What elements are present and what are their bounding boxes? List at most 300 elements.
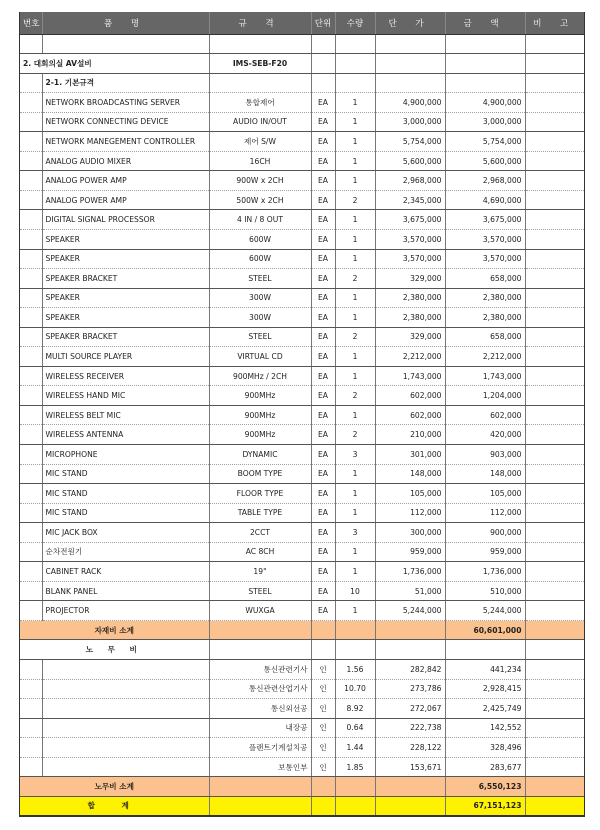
item-name: MICROPHONE [42,444,209,464]
cell [375,640,445,660]
item-amount: 2,380,000 [445,288,525,308]
labor-row [20,679,584,699]
labor-amount: 2,928,415 [445,679,525,699]
labor-name [42,718,209,738]
labor-no [20,660,42,680]
labor-no [20,699,42,719]
item-unit: EA [311,171,335,191]
item-amount: 602,000 [445,405,525,425]
item-name: SPEAKER BRACKET [42,327,209,347]
item-note [525,132,584,152]
item-amount: 2,380,000 [445,308,525,328]
item-spec: 900MHz [209,425,311,445]
cell [525,796,584,816]
item-note [525,425,584,445]
item-amount: 2,968,000 [445,171,525,191]
labor-qty: 1.44 [335,738,375,758]
item-note [525,562,584,582]
item-price: 301,000 [375,444,445,464]
item-amount: 658,000 [445,269,525,289]
cell [375,796,445,816]
item-name: NETWORK CONNECTING DEVICE [42,112,209,132]
labor-price: 272,067 [375,699,445,719]
item-row [20,562,584,582]
item-note [525,327,584,347]
item-row [20,444,584,464]
item-qty: 1 [335,405,375,425]
item-price: 3,000,000 [375,112,445,132]
item-no [20,93,42,113]
labor-name [42,699,209,719]
item-row [20,288,584,308]
item-price: 2,212,000 [375,347,445,367]
item-row [20,93,584,113]
labor-price: 273,786 [375,679,445,699]
item-row [20,366,584,386]
col-spec: 규 격 [209,12,311,34]
item-no [20,503,42,523]
item-price: 112,000 [375,503,445,523]
labor-unit: 인 [311,660,335,680]
item-row [20,484,584,504]
item-unit: EA [311,503,335,523]
item-price: 3,570,000 [375,249,445,269]
item-spec: 19" [209,562,311,582]
item-row [20,405,584,425]
item-amount: 1,204,000 [445,386,525,406]
labor-amount: 283,677 [445,757,525,777]
total-row [20,796,584,816]
item-qty: 1 [335,542,375,562]
item-unit: EA [311,132,335,152]
item-name: SPEAKER BRACKET [42,269,209,289]
item-name: ANALOG AUDIO MIXER [42,151,209,171]
item-unit: EA [311,190,335,210]
item-row [20,327,584,347]
cell [525,620,584,640]
labor-spec: 플랜트기계설치공 [209,738,311,758]
cell [209,640,311,660]
item-qty: 1 [335,601,375,621]
labor-row [20,757,584,777]
item-amount: 112,000 [445,503,525,523]
item-amount: 3,000,000 [445,112,525,132]
item-note [525,93,584,113]
item-no [20,464,42,484]
item-amount: 5,600,000 [445,151,525,171]
item-qty: 2 [335,190,375,210]
item-price: 210,000 [375,425,445,445]
item-no [20,151,42,171]
item-spec: 16CH [209,151,311,171]
item-note [525,308,584,328]
item-row [20,132,584,152]
item-note [525,503,584,523]
item-amount: 148,000 [445,464,525,484]
item-qty: 3 [335,523,375,543]
item-spec: 900W x 2CH [209,171,311,191]
labor-note [525,699,584,719]
labor-spec: 통신관련기사 [209,660,311,680]
item-amount: 903,000 [445,444,525,464]
estimate-sheet [19,12,585,817]
item-note [525,210,584,230]
item-name: NETWORK BROADCASTING SERVER [42,93,209,113]
cell [311,777,335,797]
item-qty: 1 [335,249,375,269]
item-no [20,386,42,406]
labor-spec: 내장공 [209,718,311,738]
item-amount: 658,000 [445,327,525,347]
item-spec: 300W [209,288,311,308]
item-row [20,210,584,230]
item-spec: AUDIO IN/OUT [209,112,311,132]
item-price: 2,968,000 [375,171,445,191]
item-name: ANALOG POWER AMP [42,171,209,191]
blank-row [20,34,584,54]
item-note [525,151,584,171]
item-no [20,210,42,230]
item-spec: 제어 S/W [209,132,311,152]
item-price: 602,000 [375,386,445,406]
item-spec: 600W [209,229,311,249]
item-spec: VIRTUAL CD [209,347,311,367]
item-unit: EA [311,464,335,484]
item-unit: EA [311,601,335,621]
labor-note [525,757,584,777]
item-unit: EA [311,425,335,445]
item-name: WIRELESS BELT MIC [42,405,209,425]
total-label: 합 계 [20,796,209,816]
item-unit: EA [311,347,335,367]
item-note [525,405,584,425]
total-amount: 67,151,123 [445,796,525,816]
material-subtotal-row [20,620,584,640]
labor-amount: 328,496 [445,738,525,758]
labor-no [20,757,42,777]
item-note [525,190,584,210]
item-row [20,112,584,132]
item-spec: 900MHz [209,386,311,406]
header-row [20,12,584,34]
item-unit: EA [311,327,335,347]
item-note [525,366,584,386]
item-unit: EA [311,444,335,464]
item-spec: 4 IN / 8 OUT [209,210,311,230]
item-price: 4,900,000 [375,93,445,113]
item-qty: 1 [335,464,375,484]
item-amount: 1,736,000 [445,562,525,582]
item-name: SPEAKER [42,229,209,249]
item-price: 602,000 [375,405,445,425]
cell [375,777,445,797]
item-note [525,464,584,484]
item-unit: EA [311,562,335,582]
item-price: 148,000 [375,464,445,484]
item-unit: EA [311,308,335,328]
item-spec: AC 8CH [209,542,311,562]
item-unit: EA [311,269,335,289]
labor-row [20,718,584,738]
item-amount: 1,743,000 [445,366,525,386]
labor-amount: 441,234 [445,660,525,680]
labor-no [20,738,42,758]
item-spec: 900MHz [209,405,311,425]
item-row [20,503,584,523]
item-spec: FLOOR TYPE [209,484,311,504]
item-name: SPEAKER [42,249,209,269]
labor-amount: 2,425,749 [445,699,525,719]
labor-subtotal-amount: 6,550,123 [445,777,525,797]
labor-price: 153,671 [375,757,445,777]
item-spec: BOOM TYPE [209,464,311,484]
cell [209,620,311,640]
cell [335,796,375,816]
section-row [20,54,584,74]
item-price: 3,570,000 [375,229,445,249]
cell [335,620,375,640]
item-no [20,601,42,621]
item-price: 5,600,000 [375,151,445,171]
item-qty: 1 [335,562,375,582]
item-price: 959,000 [375,542,445,562]
cell [311,796,335,816]
item-price: 329,000 [375,327,445,347]
item-name: BLANK PANEL [42,581,209,601]
item-price: 329,000 [375,269,445,289]
item-price: 3,675,000 [375,210,445,230]
item-row [20,601,584,621]
item-qty: 1 [335,171,375,191]
item-price: 5,754,000 [375,132,445,152]
item-amount: 2,212,000 [445,347,525,367]
item-no [20,523,42,543]
col-price: 단 가 [375,12,445,34]
item-no [20,542,42,562]
item-qty: 1 [335,93,375,113]
labor-qty: 10.70 [335,679,375,699]
item-price: 1,736,000 [375,562,445,582]
item-amount: 3,570,000 [445,249,525,269]
subsection-row [20,73,584,93]
item-amount: 900,000 [445,523,525,543]
col-qty: 수량 [335,12,375,34]
item-qty: 1 [335,484,375,504]
section-title: 2. 대회의실 AV설비 [20,54,209,74]
item-price: 300,000 [375,523,445,543]
item-price: 2,380,000 [375,308,445,328]
item-amount: 3,570,000 [445,229,525,249]
labor-qty: 1.56 [335,660,375,680]
item-name: MIC STAND [42,484,209,504]
item-row [20,425,584,445]
item-qty: 3 [335,444,375,464]
item-row [20,542,584,562]
labor-spec: 통신관련산업기사 [209,679,311,699]
labor-qty: 0.64 [335,718,375,738]
labor-title-row [20,640,584,660]
item-note [525,269,584,289]
labor-qty: 8.92 [335,699,375,719]
labor-row [20,738,584,758]
item-spec: 500W x 2CH [209,190,311,210]
item-unit: EA [311,93,335,113]
item-unit: EA [311,366,335,386]
col-unit: 단위 [311,12,335,34]
item-no [20,444,42,464]
item-name: WIRELESS HAND MIC [42,386,209,406]
labor-note [525,738,584,758]
item-name: SPEAKER [42,308,209,328]
item-qty: 1 [335,308,375,328]
item-unit: EA [311,151,335,171]
item-unit: EA [311,581,335,601]
estimate-table [20,12,584,817]
item-row [20,464,584,484]
item-qty: 1 [335,112,375,132]
item-qty: 1 [335,288,375,308]
item-unit: EA [311,288,335,308]
cell [335,777,375,797]
item-no [20,562,42,582]
item-note [525,347,584,367]
item-amount: 959,000 [445,542,525,562]
item-amount: 3,675,000 [445,210,525,230]
item-name: CABINET RACK [42,562,209,582]
item-no [20,308,42,328]
labor-price: 222,738 [375,718,445,738]
item-qty: 2 [335,327,375,347]
item-name: MIC STAND [42,464,209,484]
item-qty: 1 [335,229,375,249]
item-unit: EA [311,405,335,425]
material-subtotal-amount: 60,601,000 [445,620,525,640]
item-qty: 1 [335,210,375,230]
item-amount: 4,690,000 [445,190,525,210]
item-no [20,112,42,132]
item-row [20,151,584,171]
item-unit: EA [311,229,335,249]
labor-unit: 인 [311,699,335,719]
labor-name [42,738,209,758]
section-code: IMS-SEB-F20 [209,54,311,74]
item-qty: 1 [335,347,375,367]
item-amount: 5,244,000 [445,601,525,621]
item-qty: 2 [335,425,375,445]
item-note [525,171,584,191]
item-note [525,601,584,621]
item-row [20,581,584,601]
item-name: WIRELESS RECEIVER [42,366,209,386]
item-no [20,132,42,152]
labor-price: 228,122 [375,738,445,758]
col-name: 품 명 [42,12,209,34]
item-no [20,229,42,249]
item-qty: 1 [335,503,375,523]
labor-title: 노 무 비 [20,640,209,660]
item-name: NETWORK MANEGEMENT CONTROLLER [42,132,209,152]
labor-note [525,660,584,680]
item-qty: 1 [335,366,375,386]
item-no [20,425,42,445]
item-name: MIC JACK BOX [42,523,209,543]
item-name: PROJECTOR [42,601,209,621]
item-qty: 1 [335,151,375,171]
item-note [525,581,584,601]
item-note [525,523,584,543]
item-note [525,249,584,269]
item-no [20,269,42,289]
item-spec: TABLE TYPE [209,503,311,523]
labor-name [42,679,209,699]
labor-qty: 1.85 [335,757,375,777]
item-unit: EA [311,386,335,406]
cell [311,640,335,660]
labor-subtotal-row [20,777,584,797]
item-name: DIGITAL SIGNAL PROCESSOR [42,210,209,230]
labor-note [525,718,584,738]
item-qty: 2 [335,386,375,406]
labor-unit: 인 [311,738,335,758]
item-spec: 600W [209,249,311,269]
item-note [525,288,584,308]
item-spec: 900MHz / 2CH [209,366,311,386]
item-note [525,484,584,504]
item-row [20,190,584,210]
labor-price: 282,842 [375,660,445,680]
item-name: MIC STAND [42,503,209,523]
item-spec: DYNAMIC [209,444,311,464]
item-unit: EA [311,523,335,543]
labor-subtotal-label: 노무비 소계 [20,777,209,797]
item-price: 2,380,000 [375,288,445,308]
labor-unit: 인 [311,718,335,738]
cell [209,796,311,816]
item-row [20,347,584,367]
item-unit: EA [311,542,335,562]
item-spec: STEEL [209,269,311,289]
item-no [20,484,42,504]
item-name: MULTI SOURCE PLAYER [42,347,209,367]
item-unit: EA [311,210,335,230]
item-unit: EA [311,484,335,504]
item-no [20,190,42,210]
cell [209,777,311,797]
item-price: 51,000 [375,581,445,601]
labor-note [525,679,584,699]
item-note [525,386,584,406]
item-amount: 420,000 [445,425,525,445]
item-amount: 105,000 [445,484,525,504]
labor-no [20,718,42,738]
labor-unit: 인 [311,757,335,777]
item-amount: 5,754,000 [445,132,525,152]
item-row [20,269,584,289]
item-unit: EA [311,249,335,269]
labor-name [42,757,209,777]
item-row [20,386,584,406]
item-spec: WUXGA [209,601,311,621]
labor-no [20,679,42,699]
item-no [20,581,42,601]
material-subtotal-label: 자재비 소계 [20,620,209,640]
col-no: 번호 [20,12,42,34]
item-price: 1,743,000 [375,366,445,386]
labor-row [20,699,584,719]
item-amount: 510,000 [445,581,525,601]
item-no [20,171,42,191]
item-note [525,444,584,464]
